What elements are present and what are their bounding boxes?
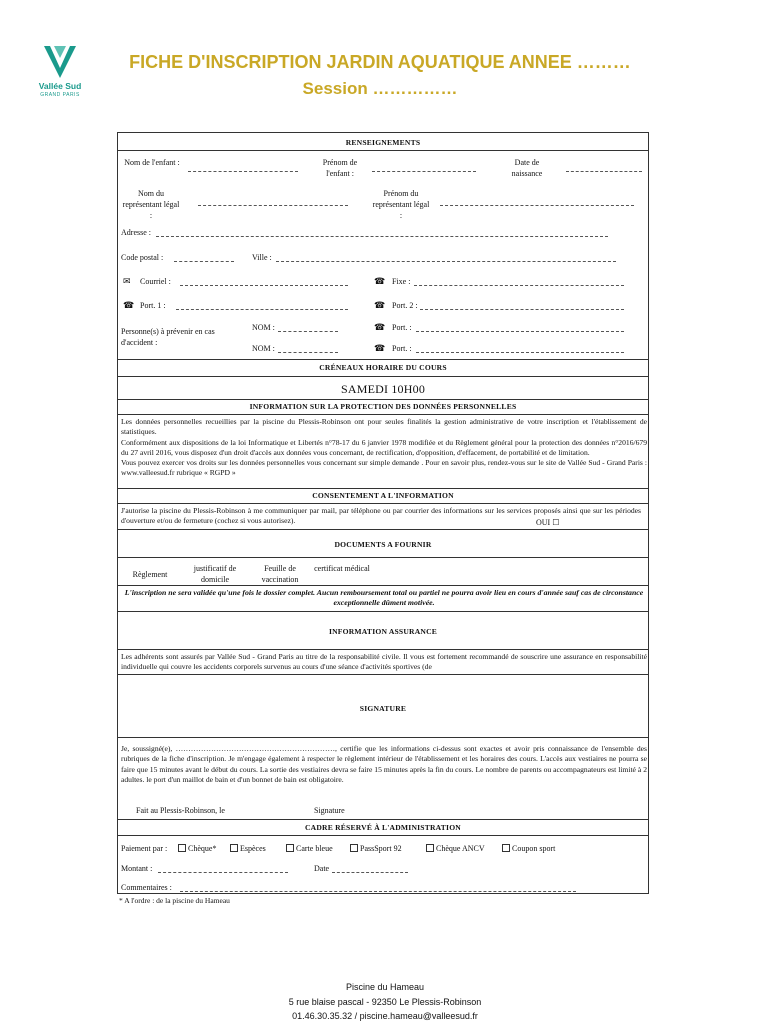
section-renseignements-heading: RENSEIGNEMENTS [345,138,421,147]
assurance-text: Les adhérents sont assurés par Vallée Sud - Grand Paris au titre de la responsabilité civile. Il vous est fortement recommandé de souscrire une assurance en responsabilité individuelle qui couvre les accidents corporels survenus au cours d'une séance d'activités sportives (de [121,652,647,672]
protection-text [121,417,647,479]
section-signature-heading: SIGNATURE [359,704,407,713]
phone-icon: ☎ [374,322,386,332]
fait-a-label: Fait au Plessis-Robinson, le [136,806,225,815]
checkbox-icon [286,844,294,852]
checkbox-icon [350,844,358,852]
section-creneaux-heading: CRÉNEAUX HORAIRE DU COURS [319,363,447,372]
fixe-field[interactable] [414,285,624,286]
nom-enfant-label: Nom de l'enfant : [124,158,180,167]
nom1-label: NOM : [252,323,275,332]
prenom-enfant-label: Prénom de l'enfant : [322,158,358,178]
port-b-label: Port. : [392,344,412,353]
protection-text-3: Vous pouvez exercer vos droits sur les données personnelles vous concernant sur simple demande . Pour en savoir plus, rendez-vous sur le site de Vallée Sud - Grand Paris : www.valleesud.fr rubrique « RGPD » [121,458,647,478]
inscription-form [117,132,649,894]
protection-text-2: Conformément aux dispositions de la loi Informatique et Libertés n°78-17 du 6 janvier 1978 modifiée et du Règlement général pour la protection des données n°2016/679 du 27 avril 2016, vous disposez d'un droit d'accès aux données vous concernant, de rectification, d'opposition, d'effacement, de portabilité et de limitation. [121,437,647,457]
phone-icon: ☎ [123,300,135,310]
fixe-label: Fixe : [392,277,411,286]
paiement-label: Paiement par : [121,844,168,853]
section-administration-heading: CADRE RÉSERVÉ À L'ADMINISTRATION [305,823,461,832]
page-title: FICHE D'INSCRIPTION JARDIN AQUATIQUE ANNEE ……… [129,52,631,72]
section-consentement-heading: CONSENTEMENT A L'INFORMATION [312,491,454,500]
port-a-label: Port. : [392,323,412,332]
logo-text: Vallée Sud [38,81,82,91]
date-naissance-label: Date de naissance [511,158,543,178]
phone-icon: ☎ [374,300,386,310]
nom1-field[interactable] [278,331,338,332]
signature-label: Signature [314,806,345,815]
date-admin-field[interactable] [332,872,408,873]
doc-reglement: Règlement [132,570,168,579]
cheque-footnote: * A l'ordre : de la piscine du Hameau [119,896,230,905]
section-documents-heading: DOCUMENTS A FOURNIR [334,540,432,549]
code-postal-label: Code postal : [121,253,164,262]
payment-option-carte-bleue[interactable]: Carte bleue [284,843,333,854]
personne-prevenir-label: Personne(s) à prévenir en cas d'accident : [121,327,215,347]
section-protection-heading: INFORMATION SUR LA PROTECTION DES DONNÉES PERSONNELLES [249,402,517,411]
nom-enfant-field[interactable] [188,171,298,172]
doc-feuille-vaccination: Feuille de vaccination [261,564,299,584]
checkbox-icon [502,844,510,852]
consentement-text: J'autorise la piscine du Plessis-Robinson à me communiquer par mail, par téléphone ou par courrier des informations sur les services proposés ainsi que sur les périodes d'ouverture et/ou de fermeture (cochez si vous autorisez). [121,506,641,526]
validation-notice: L'inscription ne sera validée qu'une fois le dossier complet. Aucun remboursement total ou partiel ne pourra avoir lieu en cours d'année sauf cas de circonstance exceptionnelle dûment motivée. [124,588,644,608]
payment-option-passsport[interactable]: PassSport 92 [348,843,402,854]
consent-oui-checkbox[interactable]: OUI ☐ [532,517,559,528]
port1-label: Port. 1 : [140,301,166,310]
prenom-representant-field[interactable] [440,205,634,206]
date-admin-label: Date [314,864,330,873]
montant-label: Montant : [121,864,153,873]
phone-icon: ☎ [374,343,386,353]
payment-option-ancv[interactable]: Chèque ANCV [424,843,485,854]
section-assurance-heading: INFORMATION ASSURANCE [328,627,438,636]
checkbox-icon [230,844,238,852]
footer-name: Piscine du Hameau [345,982,425,992]
footer-address: 5 rue blaise pascal - 92350 Le Plessis-Robinson [288,997,482,1007]
checkbox-icon [178,844,186,852]
creneau-value: SAMEDI 10H00 [340,382,426,396]
port2-field[interactable] [420,309,624,310]
logo-subtext: GRAND PARIS [40,92,80,98]
envelope-icon: ✉ [123,276,131,286]
courriel-field[interactable] [180,285,348,286]
nom-representant-field[interactable] [198,205,348,206]
logo-v-icon [30,44,90,80]
port1-field[interactable] [176,309,348,310]
ville-label: Ville : [252,253,272,262]
adresse-field[interactable] [156,236,608,237]
ville-field[interactable] [276,261,616,262]
session-title: Session …………… [302,79,458,98]
port-a-field[interactable] [416,331,624,332]
prenom-representant-label: Prénom du représentant légal : [372,189,430,220]
nom2-label: NOM : [252,344,275,353]
port2-label: Port. 2 : [392,301,418,310]
signature-text: Je, soussigné(e), ………………………………………………………, certifie que les informations ci-dessus sont exactes et avoir pris connaissance de l'ensemble des rubriques de la fiche d'inscription. Je m'engage également à respecter le règlement intérieur de l'établissement et les horaires des cours. L'accès aux vestiaires ne pourra se faire que 15 minutes avant le début du cours. La sortie des vestiaires devra se faire 15 minutes après la fin du cours. Le nombre de parents ou accompagnateurs est limité à 2 adultes. le port d'un maillot de bain et d'un bonnet de bain est obligatoire. [121,744,647,784]
payment-option-especes[interactable]: Espèces [228,843,266,854]
payment-option-coupon-sport[interactable]: Coupon sport [500,843,555,854]
port-b-field[interactable] [416,352,624,353]
code-postal-field[interactable] [174,261,234,262]
payment-option-cheque[interactable]: Chèque* [176,843,216,854]
courriel-label: Courriel : [140,277,171,286]
prenom-enfant-field[interactable] [372,171,476,172]
date-naissance-field[interactable] [566,171,642,172]
doc-justificatif-domicile: justificatif de domicile [193,564,237,584]
doc-certificat-medical: certificat médical [314,564,370,573]
vallee-sud-logo [30,44,90,106]
adresse-label: Adresse : [121,228,151,237]
protection-text-1: Les données personnelles recueillies par la piscine du Plessis-Robinson ont pour seules finalités la gestion administrative de votre inscription et l'établissement de statistiques. [121,417,647,437]
nom-representant-label: Nom du représentant légal : [122,189,180,220]
nom2-field[interactable] [278,352,338,353]
checkbox-icon [426,844,434,852]
footer-contact: 01.46.30.35.32 / piscine.hameau@valleesud.fr [292,1011,478,1021]
montant-field[interactable] [158,872,288,873]
commentaires-label: Commentaires : [121,883,172,892]
commentaires-field[interactable] [180,891,576,892]
phone-icon: ☎ [374,276,386,286]
